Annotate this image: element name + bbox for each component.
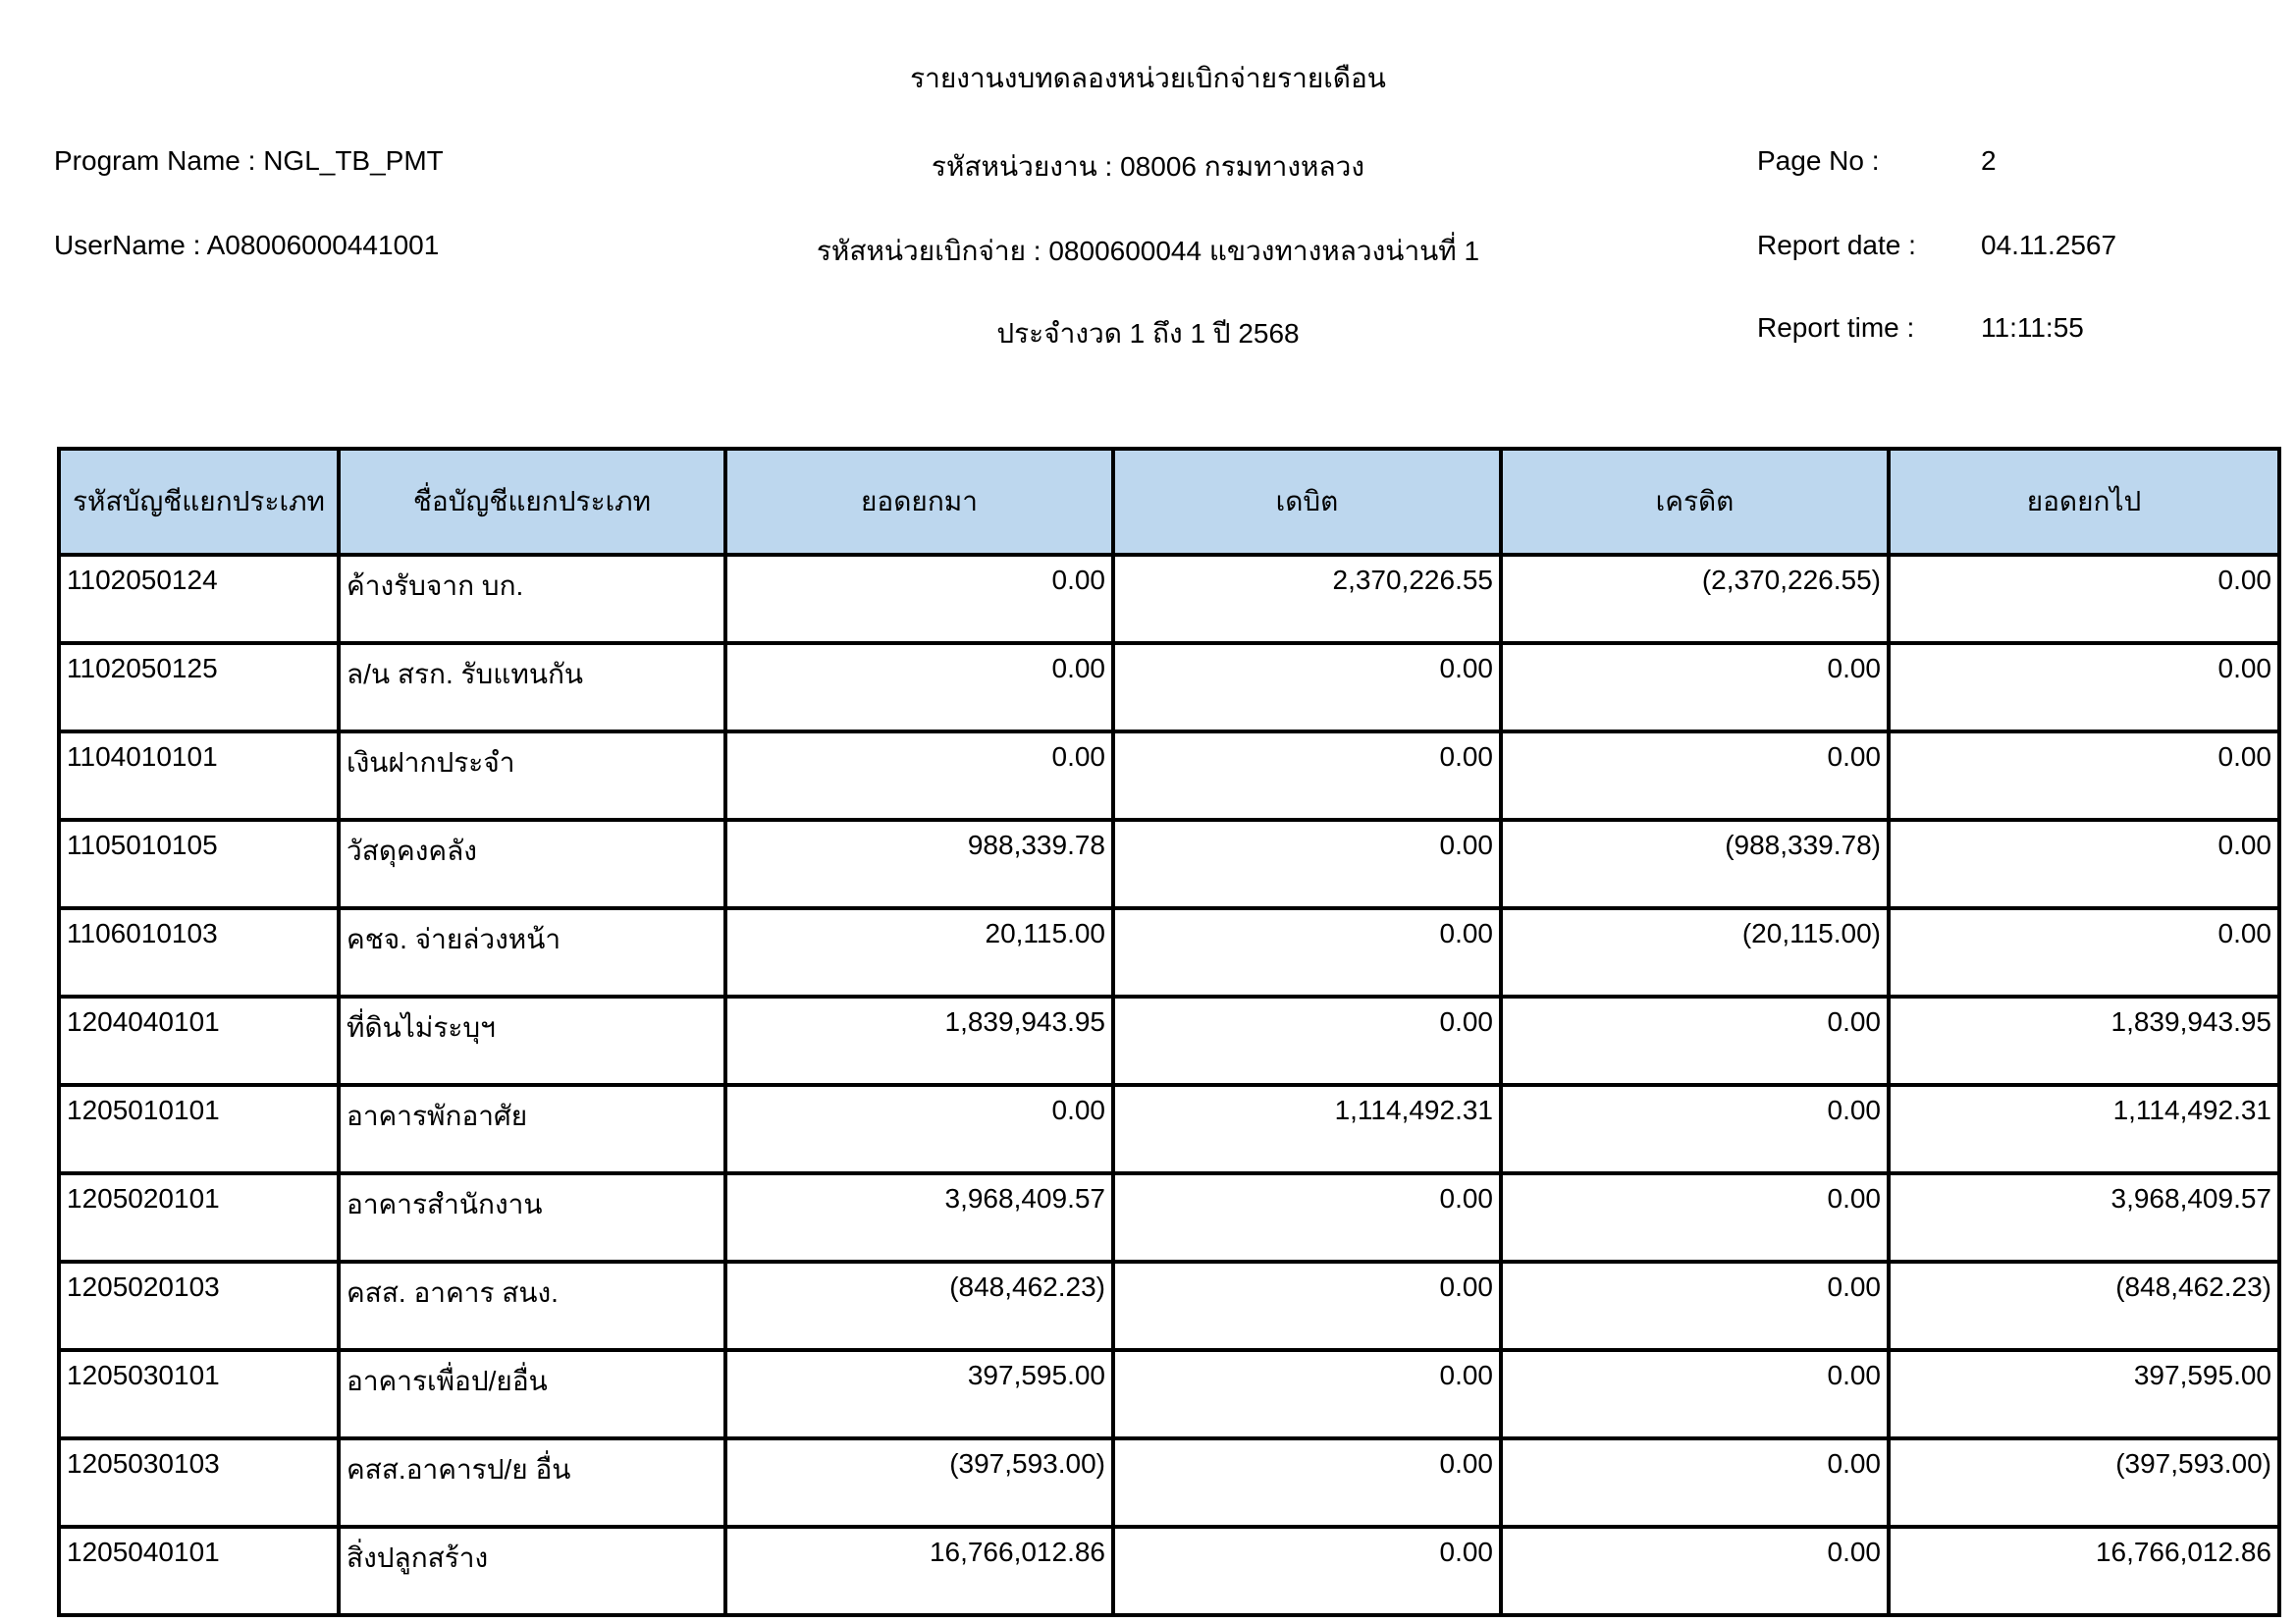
debit: 0.00	[1113, 731, 1501, 820]
account-code: 1102050124	[59, 555, 339, 643]
account-name: เงินฝากประจำ	[339, 731, 725, 820]
account-code: 1205030103	[59, 1438, 339, 1527]
table-row	[59, 1262, 2279, 1350]
col-header-opening-balance: ยอดยกมา	[725, 449, 1113, 555]
debit: 0.00	[1113, 1438, 1501, 1527]
table-row	[59, 1527, 2279, 1615]
closing-balance: 397,595.00	[1889, 1350, 2279, 1438]
table-row	[59, 997, 2279, 1085]
account-name: ค้างรับจาก บก.	[339, 555, 725, 643]
page-no-value: 2	[1981, 145, 1997, 176]
table-row	[59, 1173, 2279, 1262]
col-header-account-code: รหัสบัญชีแยกประเภท	[59, 449, 339, 555]
debit: 0.00	[1113, 643, 1501, 731]
account-code: 1205020101	[59, 1173, 339, 1262]
account-name: อาคารพักอาศัย	[339, 1085, 725, 1173]
closing-balance: 16,766,012.86	[1889, 1527, 2279, 1615]
credit: 0.00	[1501, 731, 1889, 820]
account-name: อาคารสำนักงาน	[339, 1173, 725, 1262]
debit: 0.00	[1113, 908, 1501, 997]
debit: 1,114,492.31	[1113, 1085, 1501, 1173]
credit: 0.00	[1501, 997, 1889, 1085]
opening-balance: 397,595.00	[725, 1350, 1113, 1438]
table-row	[59, 1085, 2279, 1173]
closing-balance: 1,114,492.31	[1889, 1085, 2279, 1173]
col-header-closing-balance: ยอดยกไป	[1889, 449, 2279, 555]
debit: 0.00	[1113, 1173, 1501, 1262]
opening-balance: 988,339.78	[725, 820, 1113, 908]
account-code: 1205010101	[59, 1085, 339, 1173]
report-time-label: Report time :	[1757, 312, 1915, 343]
table-row	[59, 555, 2279, 643]
col-header-debit: เดบิต	[1113, 449, 1501, 555]
closing-balance: (397,593.00)	[1889, 1438, 2279, 1527]
username-value: A08006000441001	[206, 230, 440, 260]
report-title: รายงานงบทดลองหน่วยเบิกจ่ายรายเดือน	[910, 63, 1386, 93]
account-name: อาคารเพื่อป/ยอื่น	[339, 1350, 725, 1438]
opening-balance: (848,462.23)	[725, 1262, 1113, 1350]
trial-balance-table	[57, 447, 2281, 1617]
closing-balance: 0.00	[1889, 731, 2279, 820]
agency-line: รหัสหน่วยงาน : 08006 กรมทางหลวง	[931, 151, 1365, 182]
closing-balance: (848,462.23)	[1889, 1262, 2279, 1350]
account-code: 1105010105	[59, 820, 339, 908]
closing-balance: 3,968,409.57	[1889, 1173, 2279, 1262]
account-name: ที่ดินไม่ระบุฯ	[339, 997, 725, 1085]
closing-balance: 1,839,943.95	[1889, 997, 2279, 1085]
disbursement-line: รหัสหน่วยเบิกจ่าย : 0800600044 แขวงทางหลวงน่านที่ 1	[816, 236, 1480, 266]
debit: 0.00	[1113, 1527, 1501, 1615]
opening-balance: 16,766,012.86	[725, 1527, 1113, 1615]
opening-balance: 0.00	[725, 731, 1113, 820]
report-date-label: Report date :	[1757, 230, 1916, 260]
table-body	[59, 555, 2279, 1615]
table-row	[59, 908, 2279, 997]
account-code: 1104010101	[59, 731, 339, 820]
debit: 0.00	[1113, 820, 1501, 908]
debit: 0.00	[1113, 1262, 1501, 1350]
table-row	[59, 643, 2279, 731]
credit: 0.00	[1501, 1085, 1889, 1173]
account-code: 1205030101	[59, 1350, 339, 1438]
col-header-account-name: ชื่อบัญชีแยกประเภท	[339, 449, 725, 555]
account-code: 1205020103	[59, 1262, 339, 1350]
opening-balance: 0.00	[725, 1085, 1113, 1173]
credit: 0.00	[1501, 1262, 1889, 1350]
debit: 0.00	[1113, 997, 1501, 1085]
report-time-value: 11:11:55	[1981, 312, 2084, 343]
table-row	[59, 731, 2279, 820]
debit: 2,370,226.55	[1113, 555, 1501, 643]
account-name: คสส.อาคารป/ย อื่น	[339, 1438, 725, 1527]
program-name-value: NGL_TB_PMT	[263, 145, 444, 176]
table-header	[59, 449, 2279, 555]
table-row	[59, 820, 2279, 908]
col-header-credit: เครดิต	[1501, 449, 1889, 555]
credit: 0.00	[1501, 1527, 1889, 1615]
closing-balance: 0.00	[1889, 643, 2279, 731]
page-no-label: Page No :	[1757, 145, 1880, 176]
account-code: 1102050125	[59, 643, 339, 731]
account-code: 1204040101	[59, 997, 339, 1085]
period-line: ประจำงวด 1 ถึง 1 ปี 2568	[996, 318, 1300, 349]
program-name-label: Program Name :	[54, 145, 256, 176]
opening-balance: 20,115.00	[725, 908, 1113, 997]
username-label: UserName :	[54, 230, 201, 260]
opening-balance: (397,593.00)	[725, 1438, 1113, 1527]
credit: (2,370,226.55)	[1501, 555, 1889, 643]
account-name: คสส. อาคาร สนง.	[339, 1262, 725, 1350]
account-code: 1106010103	[59, 908, 339, 997]
closing-balance: 0.00	[1889, 908, 2279, 997]
credit: 0.00	[1501, 643, 1889, 731]
table-row	[59, 1438, 2279, 1527]
account-name: สิ่งปลูกสร้าง	[339, 1527, 725, 1615]
account-name: คชจ. จ่ายล่วงหน้า	[339, 908, 725, 997]
closing-balance: 0.00	[1889, 820, 2279, 908]
report-date-value: 04.11.2567	[1981, 230, 2117, 260]
credit: (988,339.78)	[1501, 820, 1889, 908]
opening-balance: 3,968,409.57	[725, 1173, 1113, 1262]
opening-balance: 0.00	[725, 555, 1113, 643]
opening-balance: 1,839,943.95	[725, 997, 1113, 1085]
credit: 0.00	[1501, 1438, 1889, 1527]
closing-balance: 0.00	[1889, 555, 2279, 643]
account-name: วัสดุคงคลัง	[339, 820, 725, 908]
header-row	[59, 449, 2279, 555]
account-name: ล/น สรก. รับแทนกัน	[339, 643, 725, 731]
credit: 0.00	[1501, 1350, 1889, 1438]
account-code: 1205040101	[59, 1527, 339, 1615]
credit: (20,115.00)	[1501, 908, 1889, 997]
debit: 0.00	[1113, 1350, 1501, 1438]
opening-balance: 0.00	[725, 643, 1113, 731]
table-row	[59, 1350, 2279, 1438]
credit: 0.00	[1501, 1173, 1889, 1262]
